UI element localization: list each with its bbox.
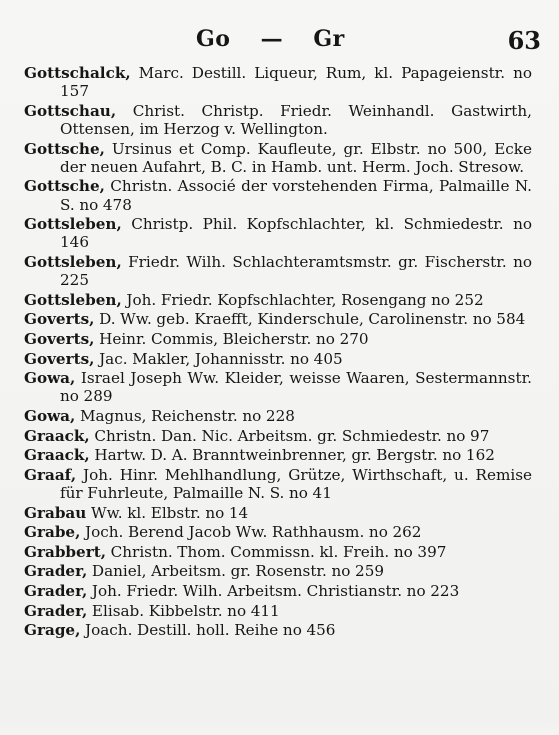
entry-name: Goverts, [24, 349, 95, 368]
entry-name: Gottsleben, [24, 252, 122, 271]
directory-entry [24, 253, 532, 289]
entry-details: Jac. Makler, Johannisstr. no 405 [94, 349, 343, 368]
entry-name: Gottsleben, [24, 290, 122, 309]
entry-details: Joh. Friedr. Kopfschlachter, Rosengang no 252 [121, 290, 484, 309]
entry-name: Graack, [24, 446, 90, 465]
entry-name: Gottsche, [24, 139, 105, 158]
directory-entry [24, 407, 532, 425]
directory-entry [24, 504, 532, 522]
page-header [0, 26, 559, 56]
entry-details: Heinr. Commis, Bleicherstr. no 270 [94, 329, 369, 348]
entry-details: Christn. Thom. Commissn. kl. Freih. no 397 [106, 542, 447, 561]
running-head-left: Go [196, 26, 231, 52]
directory-entry [24, 291, 532, 309]
entry-name: Gowa, [24, 406, 76, 425]
entry-details: Christ. Christp. Friedr. Weinhandl. Gastwirth, Ottensen, im Herzog v. Wellington. [60, 101, 532, 138]
directory-entry [24, 582, 532, 600]
directory-entry [24, 369, 532, 405]
entry-name: Gottschalck, [24, 64, 131, 82]
entry-details: Israel Joseph Ww. Kleider, weisse Waaren, Sestermannstr. no 289 [60, 369, 532, 406]
entry-details: Joh. Hinr. Mehlhandlung, Grütze, Wirthschaft, u. Remise für Fuhrleute, Palmaille N. S. no 41 [60, 465, 532, 502]
directory-entry [24, 330, 532, 348]
entry-name: Graaf, [24, 465, 77, 484]
entry-name: Grader, [24, 581, 88, 600]
entry-details: Elisab. Kibbelstr. no 411 [87, 601, 280, 620]
running-head-right: Gr [313, 26, 345, 52]
entry-details: Christn. Dan. Nic. Arbeitsm. gr. Schmiedestr. no 97 [89, 426, 490, 445]
entry-name: Goverts, [24, 310, 95, 329]
directory-entry [24, 562, 532, 580]
entry-details: Ursinus et Comp. Kaufleute, gr. Elbstr. no 500, Ecke der neuen Aufahrt, B. C. in Hamb. unt. Herm. Joch. Stresow. [60, 139, 532, 176]
directory-entry [24, 523, 532, 541]
directory-entry [24, 621, 532, 639]
directory-entry [24, 215, 532, 251]
entry-details: D. Ww. geb. Kraefft, Kinderschule, Carolinenstr. no 584 [94, 310, 526, 329]
entry-name: Goverts, [24, 329, 95, 348]
entry-name: Gottsche, [24, 177, 105, 196]
entry-details: Hartw. D. A. Branntweinbrenner, gr. Bergstr. no 162 [89, 446, 495, 465]
entry-details: Magnus, Reichenstr. no 228 [75, 406, 295, 425]
entry-details: Joach. Destill. holl. Reihe no 456 [80, 621, 336, 640]
running-head [196, 26, 345, 52]
running-head-dash: — [260, 26, 284, 52]
entry-name: Gottsleben, [24, 215, 122, 234]
directory-entry [24, 310, 532, 328]
page-number: 63 [507, 26, 541, 55]
entry-name: Grabe, [24, 523, 81, 542]
directory-entry [24, 350, 532, 368]
entry-name: Gowa, [24, 369, 76, 388]
entry-details: Friedr. Wilh. Schlachteramtsmstr. gr. Fischerstr. no 225 [60, 252, 532, 290]
entry-name: Grabbert, [24, 542, 107, 561]
entry-details: Joch. Berend Jacob Ww. Rathhausm. no 262 [80, 523, 422, 542]
entry-name: Grader, [24, 601, 88, 620]
entry-details: Joh. Friedr. Wilh. Arbeitsm. Christianstr. no 223 [87, 581, 460, 600]
directory-entry [24, 446, 532, 464]
directory-entry [24, 140, 532, 176]
entry-details: Christn. Associé der vorstehenden Firma, Palmaille N. S. no 478 [60, 177, 532, 214]
entry-name: Grader, [24, 562, 88, 581]
entry-name: Gottschau, [24, 101, 117, 120]
entry-details: Daniel, Arbeitsm. gr. Rosenstr. no 259 [87, 562, 385, 581]
directory-entry [24, 466, 532, 502]
entry-details: Marc. Destill. Liqueur, Rum, kl. Papageienstr. no 157 [60, 64, 532, 101]
directory-entry [24, 102, 532, 138]
entry-name: Grabau [24, 503, 87, 522]
entry-name: Graack, [24, 426, 90, 445]
entry-details: Ww. kl. Elbstr. no 14 [86, 503, 249, 522]
directory-entry [24, 602, 532, 620]
entry-name: Grage, [24, 621, 81, 640]
directory-entry [24, 177, 532, 213]
directory-entry [24, 543, 532, 561]
directory-entries [24, 64, 532, 641]
page-crop-edge [0, 723, 559, 735]
entry-details: Christp. Phil. Kopfschlachter, kl. Schmiedestr. no 146 [60, 215, 532, 252]
directory-entry [24, 427, 532, 445]
directory-entry [24, 64, 532, 100]
